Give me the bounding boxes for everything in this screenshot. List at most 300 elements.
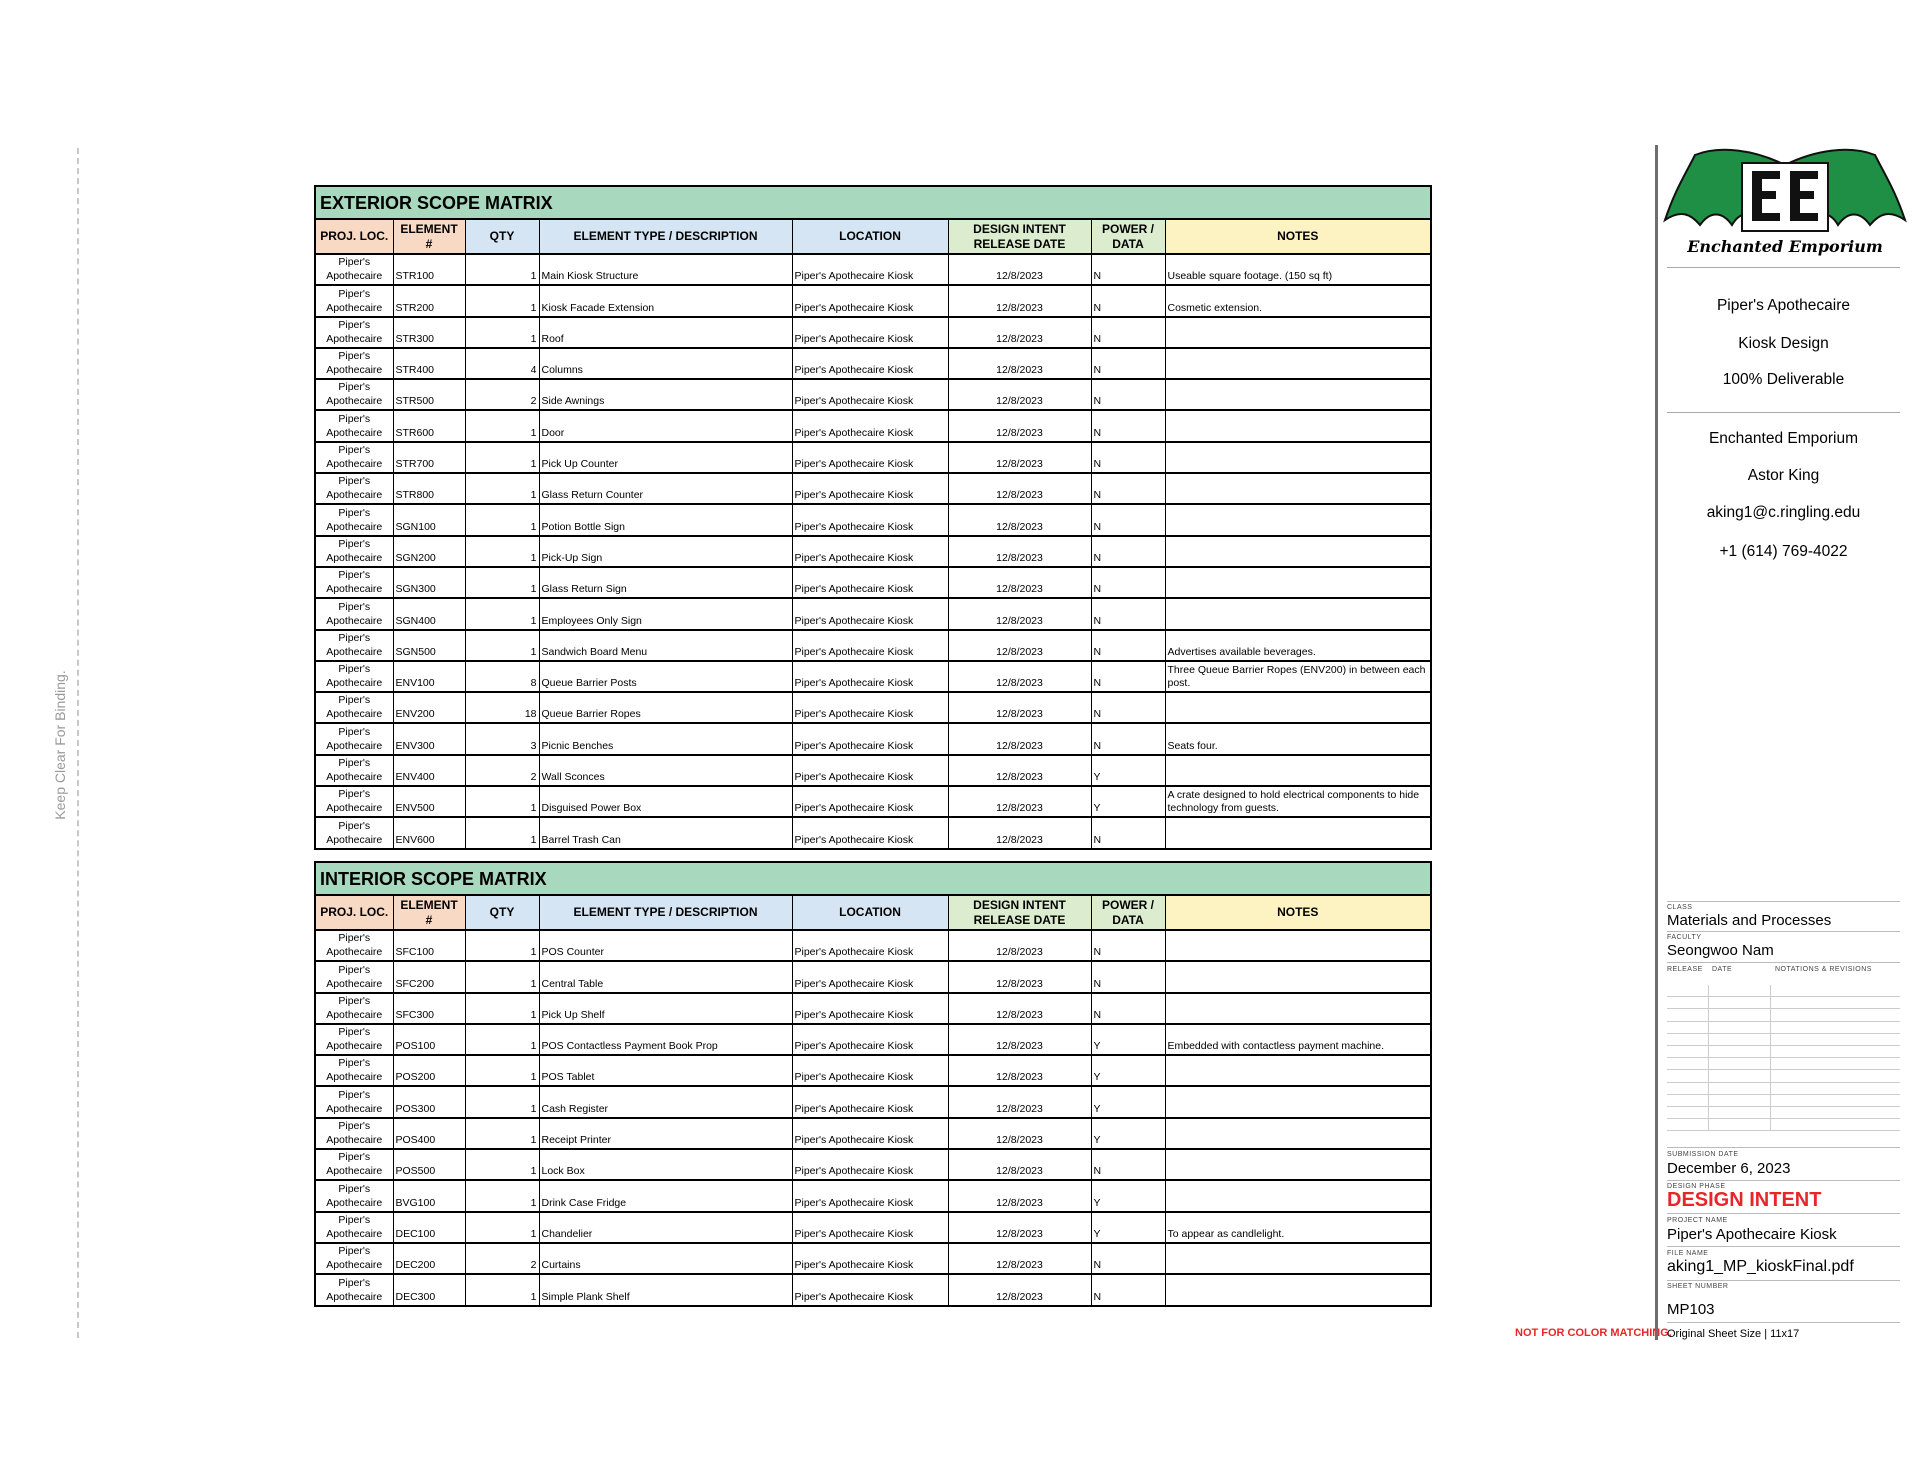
cell-loc: Piper's Apothecaire Kiosk — [792, 1149, 948, 1180]
cell-loc: Piper's Apothecaire Kiosk — [792, 1274, 948, 1304]
cell-loc: Piper's Apothecaire Kiosk — [792, 692, 948, 723]
cell-loc: Piper's Apothecaire Kiosk — [792, 567, 948, 598]
col-proj-loc: PROJ. LOC. — [316, 896, 393, 930]
cell-notes: To appear as candlelight. — [1165, 1212, 1430, 1243]
cell-proj: Piper's Apothecaire — [316, 285, 393, 316]
class-label: CLASS — [1667, 904, 1693, 911]
cell-el: SGN200 — [393, 536, 465, 567]
sidebar-rule — [1667, 412, 1900, 413]
cell-el: POS100 — [393, 1024, 465, 1055]
cell-qty: 8 — [465, 661, 539, 692]
cell-date: 12/8/2023 — [948, 379, 1091, 410]
logo-text: Enchanted Emporium — [1687, 237, 1883, 256]
enchanted-emporium-logo — [1660, 145, 1910, 263]
cell-loc: Piper's Apothecaire Kiosk — [792, 1243, 948, 1274]
cell-qty: 1 — [465, 1180, 539, 1211]
project-line-2: Kiosk Design — [1738, 335, 1829, 352]
cell-el: SFC300 — [393, 993, 465, 1024]
design-phase-value: DESIGN INTENT — [1667, 1189, 1822, 1211]
cell-proj: Piper's Apothecaire — [316, 504, 393, 535]
cell-qty: 1 — [465, 1149, 539, 1180]
cell-pow: N — [1091, 254, 1165, 285]
cell-loc: Piper's Apothecaire Kiosk — [792, 473, 948, 504]
cell-type: Barrel Trash Can — [539, 817, 792, 847]
cell-notes — [1165, 1243, 1430, 1274]
sidebar-rule — [1667, 267, 1900, 268]
table-row — [316, 1243, 1430, 1274]
cell-el: SGN500 — [393, 630, 465, 661]
cell-el: STR400 — [393, 348, 465, 379]
exterior-header-row — [316, 220, 1430, 254]
cell-qty: 1 — [465, 598, 539, 629]
cell-el: STR600 — [393, 410, 465, 441]
title-block-rule — [1667, 931, 1900, 932]
cell-el: SFC100 — [393, 930, 465, 961]
cell-type: Cash Register — [539, 1086, 792, 1117]
cell-qty: 2 — [465, 755, 539, 786]
cell-date: 12/8/2023 — [948, 755, 1091, 786]
cell-date: 12/8/2023 — [948, 1118, 1091, 1149]
col-power-data: POWER / DATA — [1091, 896, 1165, 930]
cell-proj: Piper's Apothecaire — [316, 1055, 393, 1086]
cell-qty: 1 — [465, 410, 539, 441]
cell-pow: N — [1091, 379, 1165, 410]
cell-type: Lock Box — [539, 1149, 792, 1180]
cell-proj: Piper's Apothecaire — [316, 1086, 393, 1117]
cell-qty: 1 — [465, 1024, 539, 1055]
cell-date: 12/8/2023 — [948, 1055, 1091, 1086]
cell-qty: 18 — [465, 692, 539, 723]
cell-type: Chandelier — [539, 1212, 792, 1243]
cell-pow: Y — [1091, 1212, 1165, 1243]
cell-type: Queue Barrier Ropes — [539, 692, 792, 723]
cell-type: Sandwich Board Menu — [539, 630, 792, 661]
cell-pow: N — [1091, 661, 1165, 692]
cell-el: STR800 — [393, 473, 465, 504]
cell-el: SFC200 — [393, 961, 465, 992]
cell-loc: Piper's Apothecaire Kiosk — [792, 723, 948, 754]
title-block-rule — [1667, 1147, 1900, 1148]
cell-loc: Piper's Apothecaire Kiosk — [792, 536, 948, 567]
cell-el: DEC300 — [393, 1274, 465, 1304]
cell-el: BVG100 — [393, 1180, 465, 1211]
cell-date: 12/8/2023 — [948, 442, 1091, 473]
cell-notes — [1165, 692, 1430, 723]
cell-pow: N — [1091, 961, 1165, 992]
cell-pow: Y — [1091, 1118, 1165, 1149]
cell-type: POS Tablet — [539, 1055, 792, 1086]
cell-pow: N — [1091, 1243, 1165, 1274]
cell-notes — [1165, 961, 1430, 992]
cell-notes — [1165, 755, 1430, 786]
cell-loc: Piper's Apothecaire Kiosk — [792, 254, 948, 285]
cell-loc: Piper's Apothecaire Kiosk — [792, 661, 948, 692]
col-element-number: ELEMENT # — [393, 896, 465, 930]
cell-proj: Piper's Apothecaire — [316, 661, 393, 692]
table-row — [316, 786, 1430, 817]
cell-loc: Piper's Apothecaire Kiosk — [792, 285, 948, 316]
interior-table-body — [316, 930, 1430, 1305]
cell-proj: Piper's Apothecaire — [316, 254, 393, 285]
table-row — [316, 1274, 1430, 1304]
cell-qty: 1 — [465, 567, 539, 598]
cell-el: ENV400 — [393, 755, 465, 786]
cell-notes: A crate designed to hold electrical components to hide technology from guests. — [1165, 786, 1430, 817]
cell-pow: N — [1091, 317, 1165, 348]
cell-el: ENV500 — [393, 786, 465, 817]
cell-pow: N — [1091, 993, 1165, 1024]
contact-line-4: +1 (614) 769-4022 — [1719, 543, 1848, 560]
bat-wing-logo-icon — [1660, 145, 1910, 240]
cell-qty: 1 — [465, 536, 539, 567]
table-row — [316, 723, 1430, 754]
table-row — [316, 993, 1430, 1024]
cell-type: Pick-Up Sign — [539, 536, 792, 567]
cell-el: ENV300 — [393, 723, 465, 754]
cell-pow: N — [1091, 473, 1165, 504]
table-row — [316, 473, 1430, 504]
cell-proj: Piper's Apothecaire — [316, 1180, 393, 1211]
cell-pow: N — [1091, 285, 1165, 316]
title-block-rule — [1667, 962, 1900, 963]
cell-qty: 1 — [465, 817, 539, 847]
table-row — [316, 661, 1430, 692]
cell-el: SGN300 — [393, 567, 465, 598]
binding-note: Keep Clear For Binding. — [52, 670, 68, 820]
cell-notes: Cosmetic extension. — [1165, 285, 1430, 316]
cell-notes — [1165, 1149, 1430, 1180]
exterior-scope-matrix — [314, 185, 1432, 850]
cell-type: Pick Up Counter — [539, 442, 792, 473]
cell-qty: 1 — [465, 504, 539, 535]
cell-proj: Piper's Apothecaire — [316, 1274, 393, 1304]
interior-scope-matrix — [314, 861, 1432, 1307]
cell-qty: 1 — [465, 786, 539, 817]
cell-pow: Y — [1091, 1055, 1165, 1086]
cell-date: 12/8/2023 — [948, 598, 1091, 629]
class-value: Materials and Processes — [1667, 912, 1832, 929]
cell-qty: 1 — [465, 630, 539, 661]
not-for-color-matching-note: NOT FOR COLOR MATCHING. — [1515, 1327, 1672, 1339]
submission-date-value: December 6, 2023 — [1667, 1160, 1791, 1177]
cell-date: 12/8/2023 — [948, 692, 1091, 723]
cell-notes — [1165, 1118, 1430, 1149]
col-proj-loc: PROJ. LOC. — [316, 220, 393, 254]
cell-qty: 1 — [465, 1118, 539, 1149]
cell-loc: Piper's Apothecaire Kiosk — [792, 1212, 948, 1243]
cell-notes — [1165, 442, 1430, 473]
cell-notes — [1165, 536, 1430, 567]
cell-qty: 2 — [465, 379, 539, 410]
cell-pow: Y — [1091, 1086, 1165, 1117]
cell-notes: Advertises available beverages. — [1165, 630, 1430, 661]
cell-qty: 1 — [465, 961, 539, 992]
cell-proj: Piper's Apothecaire — [316, 536, 393, 567]
cell-notes — [1165, 379, 1430, 410]
cell-loc: Piper's Apothecaire Kiosk — [792, 598, 948, 629]
cell-qty: 1 — [465, 993, 539, 1024]
cell-loc: Piper's Apothecaire Kiosk — [792, 379, 948, 410]
cell-loc: Piper's Apothecaire Kiosk — [792, 817, 948, 847]
cell-date: 12/8/2023 — [948, 1149, 1091, 1180]
table-row — [316, 1055, 1430, 1086]
table-row — [316, 630, 1430, 661]
cell-pow: N — [1091, 723, 1165, 754]
contact-line-1: Enchanted Emporium — [1708, 430, 1859, 447]
cell-type: Queue Barrier Posts — [539, 661, 792, 692]
cell-notes — [1165, 473, 1430, 504]
cell-proj: Piper's Apothecaire — [316, 817, 393, 847]
cell-proj: Piper's Apothecaire — [316, 473, 393, 504]
cell-notes — [1165, 504, 1430, 535]
cell-pow: Y — [1091, 755, 1165, 786]
cell-type: Glass Return Sign — [539, 567, 792, 598]
cell-qty: 1 — [465, 442, 539, 473]
cell-qty: 1 — [465, 285, 539, 316]
cell-type: Curtains — [539, 1243, 792, 1274]
cell-date: 12/8/2023 — [948, 1243, 1091, 1274]
cell-type: POS Contactless Payment Book Prop — [539, 1024, 792, 1055]
table-row — [316, 1180, 1430, 1211]
contact-line-2: Astor King — [1747, 467, 1820, 484]
cell-pow: Y — [1091, 1180, 1165, 1211]
cell-proj: Piper's Apothecaire — [316, 410, 393, 441]
cell-loc: Piper's Apothecaire Kiosk — [792, 1180, 948, 1211]
cell-date: 12/8/2023 — [948, 473, 1091, 504]
cell-type: Main Kiosk Structure — [539, 254, 792, 285]
cell-date: 12/8/2023 — [948, 348, 1091, 379]
title-block-rule — [1667, 1322, 1900, 1323]
cell-date: 12/8/2023 — [948, 993, 1091, 1024]
col-element-number: ELEMENT # — [393, 220, 465, 254]
cell-proj: Piper's Apothecaire — [316, 993, 393, 1024]
cell-el: STR700 — [393, 442, 465, 473]
col-notes: NOTES — [1165, 220, 1430, 254]
cell-pow: N — [1091, 930, 1165, 961]
cell-notes — [1165, 1086, 1430, 1117]
notations-label: NOTATIONS & REVISIONS — [1775, 966, 1872, 973]
cell-proj: Piper's Apothecaire — [316, 442, 393, 473]
project-name-value: Piper's Apothecaire Kiosk — [1667, 1226, 1837, 1243]
cell-qty: 1 — [465, 1212, 539, 1243]
col-qty: QTY — [465, 896, 539, 930]
cell-proj: Piper's Apothecaire — [316, 317, 393, 348]
table-row — [316, 930, 1430, 961]
faculty-label: FACULTY — [1667, 934, 1702, 941]
col-element-type: ELEMENT TYPE / DESCRIPTION — [539, 896, 792, 930]
cell-el: POS200 — [393, 1055, 465, 1086]
cell-loc: Piper's Apothecaire Kiosk — [792, 1055, 948, 1086]
cell-qty: 1 — [465, 473, 539, 504]
cell-pow: Y — [1091, 1024, 1165, 1055]
cell-date: 12/8/2023 — [948, 1024, 1091, 1055]
cell-proj: Piper's Apothecaire — [316, 567, 393, 598]
cell-proj: Piper's Apothecaire — [316, 348, 393, 379]
cell-qty: 1 — [465, 254, 539, 285]
cell-proj: Piper's Apothecaire — [316, 930, 393, 961]
cell-date: 12/8/2023 — [948, 661, 1091, 692]
cell-type: Door — [539, 410, 792, 441]
cell-qty: 1 — [465, 930, 539, 961]
cell-date: 12/8/2023 — [948, 254, 1091, 285]
cell-date: 12/8/2023 — [948, 630, 1091, 661]
cell-loc: Piper's Apothecaire Kiosk — [792, 755, 948, 786]
cell-el: ENV100 — [393, 661, 465, 692]
cell-pow: N — [1091, 1149, 1165, 1180]
cell-qty: 1 — [465, 1274, 539, 1304]
cell-notes — [1165, 1274, 1430, 1304]
cell-loc: Piper's Apothecaire Kiosk — [792, 1024, 948, 1055]
cell-pow: N — [1091, 817, 1165, 847]
table-row — [316, 598, 1430, 629]
cell-loc: Piper's Apothecaire Kiosk — [792, 993, 948, 1024]
cell-date: 12/8/2023 — [948, 930, 1091, 961]
cell-notes: Embedded with contactless payment machine. — [1165, 1024, 1430, 1055]
cell-date: 12/8/2023 — [948, 410, 1091, 441]
cell-proj: Piper's Apothecaire — [316, 1118, 393, 1149]
binding-margin-line — [77, 148, 79, 1338]
cell-type: Kiosk Facade Extension — [539, 285, 792, 316]
faculty-value: Seongwoo Nam — [1667, 942, 1774, 959]
cell-type: Pick Up Shelf — [539, 993, 792, 1024]
cell-el: POS300 — [393, 1086, 465, 1117]
cell-notes — [1165, 410, 1430, 441]
cell-notes — [1165, 317, 1430, 348]
table-row — [316, 536, 1430, 567]
title-block-rule — [1667, 1213, 1900, 1214]
cell-type: Side Awnings — [539, 379, 792, 410]
cell-pow: N — [1091, 1274, 1165, 1304]
cell-notes — [1165, 817, 1430, 847]
cell-notes — [1165, 993, 1430, 1024]
cell-type: Picnic Benches — [539, 723, 792, 754]
cell-pow: N — [1091, 442, 1165, 473]
cell-type: Central Table — [539, 961, 792, 992]
exterior-matrix-title: EXTERIOR SCOPE MATRIX — [316, 187, 1430, 220]
table-row — [316, 442, 1430, 473]
cell-proj: Piper's Apothecaire — [316, 723, 393, 754]
cell-type: Receipt Printer — [539, 1118, 792, 1149]
col-location: LOCATION — [792, 220, 948, 254]
cell-pow: N — [1091, 504, 1165, 535]
cell-pow: N — [1091, 567, 1165, 598]
cell-loc: Piper's Apothecaire Kiosk — [792, 1118, 948, 1149]
table-row — [316, 567, 1430, 598]
table-row — [316, 817, 1430, 847]
cell-proj: Piper's Apothecaire — [316, 1243, 393, 1274]
col-location: LOCATION — [792, 896, 948, 930]
col-release-date: DESIGN INTENT RELEASE DATE — [948, 896, 1091, 930]
design-phase-label: DESIGN PHASE — [1667, 1183, 1726, 1190]
cell-loc: Piper's Apothecaire Kiosk — [792, 504, 948, 535]
cell-date: 12/8/2023 — [948, 504, 1091, 535]
title-block-rule — [1667, 1246, 1900, 1247]
file-name-label: FILE NAME — [1667, 1250, 1709, 1257]
cell-el: POS500 — [393, 1149, 465, 1180]
project-name-label: PROJECT NAME — [1667, 1217, 1728, 1224]
table-row — [316, 504, 1430, 535]
cell-el: DEC200 — [393, 1243, 465, 1274]
cell-proj: Piper's Apothecaire — [316, 1149, 393, 1180]
cell-proj: Piper's Apothecaire — [316, 1212, 393, 1243]
cell-notes — [1165, 567, 1430, 598]
cell-date: 12/8/2023 — [948, 567, 1091, 598]
cell-el: ENV600 — [393, 817, 465, 847]
cell-qty: 1 — [465, 317, 539, 348]
cell-el: SGN400 — [393, 598, 465, 629]
cell-proj: Piper's Apothecaire — [316, 755, 393, 786]
cell-qty: 4 — [465, 348, 539, 379]
table-row — [316, 285, 1430, 316]
cell-date: 12/8/2023 — [948, 1180, 1091, 1211]
cell-loc: Piper's Apothecaire Kiosk — [792, 317, 948, 348]
cell-type: Potion Bottle Sign — [539, 504, 792, 535]
table-row — [316, 692, 1430, 723]
cell-type: Disguised Power Box — [539, 786, 792, 817]
cell-date: 12/8/2023 — [948, 723, 1091, 754]
cell-date: 12/8/2023 — [948, 786, 1091, 817]
cell-notes: Seats four. — [1165, 723, 1430, 754]
cell-notes — [1165, 1180, 1430, 1211]
sheet-number-label: SHEET NUMBER — [1667, 1283, 1729, 1290]
contact-line-3: aking1@c.ringling.edu — [1706, 504, 1861, 521]
cell-type: Columns — [539, 348, 792, 379]
cell-pow: N — [1091, 692, 1165, 723]
exterior-table-body — [316, 254, 1430, 848]
table-row — [316, 379, 1430, 410]
cell-proj: Piper's Apothecaire — [316, 692, 393, 723]
cell-loc: Piper's Apothecaire Kiosk — [792, 961, 948, 992]
cell-type: Employees Only Sign — [539, 598, 792, 629]
table-row — [316, 348, 1430, 379]
cell-el: POS400 — [393, 1118, 465, 1149]
cell-type: Simple Plank Shelf — [539, 1274, 792, 1304]
col-element-type: ELEMENT TYPE / DESCRIPTION — [539, 220, 792, 254]
cell-type: Wall Sconces — [539, 755, 792, 786]
cell-loc: Piper's Apothecaire Kiosk — [792, 348, 948, 379]
table-row — [316, 1086, 1430, 1117]
cell-date: 12/8/2023 — [948, 817, 1091, 847]
cell-loc: Piper's Apothecaire Kiosk — [792, 442, 948, 473]
col-notes: NOTES — [1165, 896, 1430, 930]
cell-proj: Piper's Apothecaire — [316, 379, 393, 410]
table-row — [316, 961, 1430, 992]
title-block-rule — [1667, 1180, 1900, 1181]
title-block-rule — [1667, 901, 1900, 902]
cell-el: STR300 — [393, 317, 465, 348]
cell-qty: 1 — [465, 1055, 539, 1086]
table-row — [316, 1149, 1430, 1180]
table-row — [316, 254, 1430, 285]
cell-pow: N — [1091, 630, 1165, 661]
cell-pow: N — [1091, 536, 1165, 567]
cell-date: 12/8/2023 — [948, 536, 1091, 567]
cell-pow: Y — [1091, 786, 1165, 817]
interior-header-row — [316, 896, 1430, 930]
cell-el: DEC100 — [393, 1212, 465, 1243]
file-name-value: aking1_MP_kioskFinal.pdf — [1667, 1258, 1854, 1275]
cell-el: STR100 — [393, 254, 465, 285]
submission-date-label: SUBMISSION DATE — [1667, 1151, 1739, 1158]
cell-el: STR500 — [393, 379, 465, 410]
cell-loc: Piper's Apothecaire Kiosk — [792, 630, 948, 661]
release-label: RELEASE — [1667, 966, 1703, 973]
cell-date: 12/8/2023 — [948, 1086, 1091, 1117]
cell-loc: Piper's Apothecaire Kiosk — [792, 410, 948, 441]
cell-notes — [1165, 1055, 1430, 1086]
cell-notes: Three Queue Barrier Ropes (ENV200) in between each post. — [1165, 661, 1430, 692]
cell-notes: Useable square footage. (150 sq ft) — [1165, 254, 1430, 285]
